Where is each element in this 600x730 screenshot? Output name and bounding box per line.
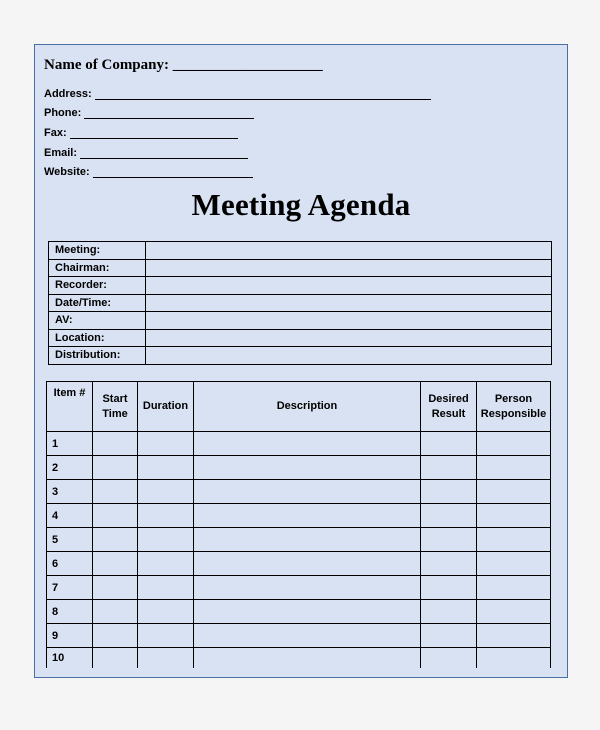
info-row-meeting — [49, 242, 552, 260]
phone-line-2 — [236, 107, 254, 119]
person-responsible-cell[interactable] — [477, 432, 551, 456]
info-label: Location: — [49, 329, 146, 347]
agenda-row — [47, 624, 551, 648]
description-cell[interactable] — [194, 552, 421, 576]
header-person-responsible-line1: Person — [494, 392, 533, 405]
fax-line — [70, 127, 238, 139]
desired-result-cell[interactable] — [421, 552, 477, 576]
agenda-form-sheet — [34, 44, 568, 678]
agenda-row — [47, 552, 551, 576]
description-cell[interactable] — [194, 624, 421, 648]
meeting-info-table — [48, 241, 552, 365]
agenda-row — [47, 576, 551, 600]
duration-cell[interactable] — [138, 552, 194, 576]
desired-result-cell[interactable] — [421, 648, 477, 669]
info-row-date-time — [49, 294, 552, 312]
item-number: 10 — [47, 648, 93, 669]
agenda-header-row — [47, 382, 551, 432]
info-label: AV: — [49, 312, 146, 330]
person-responsible-cell[interactable] — [477, 576, 551, 600]
person-responsible-cell[interactable] — [477, 480, 551, 504]
desired-result-cell[interactable] — [421, 456, 477, 480]
website-label: Website: — [44, 166, 90, 178]
address-label: Address: — [44, 88, 92, 100]
description-cell[interactable] — [194, 456, 421, 480]
info-value-cell[interactable] — [146, 329, 552, 347]
person-responsible-cell[interactable] — [477, 648, 551, 669]
start-time-cell[interactable] — [93, 456, 138, 480]
info-row-location — [49, 329, 552, 347]
start-time-cell[interactable] — [93, 648, 138, 669]
header-start-time-line2: Time — [102, 407, 128, 420]
header-desired-result — [421, 382, 477, 432]
fax-label: Fax: — [44, 127, 67, 139]
item-number: 2 — [47, 456, 93, 480]
address-line-2 — [255, 88, 431, 100]
item-number: 8 — [47, 600, 93, 624]
info-label: Meeting: — [49, 242, 146, 260]
description-cell[interactable] — [194, 432, 421, 456]
info-label: Chairman: — [49, 259, 146, 277]
website-field[interactable] — [44, 166, 253, 178]
desired-result-cell[interactable] — [421, 600, 477, 624]
email-label: Email: — [44, 147, 78, 159]
website-line — [93, 166, 253, 178]
description-cell[interactable] — [194, 528, 421, 552]
item-number: 4 — [47, 504, 93, 528]
agenda-row — [47, 480, 551, 504]
duration-cell[interactable] — [138, 480, 194, 504]
info-value-cell[interactable] — [146, 294, 552, 312]
person-responsible-cell[interactable] — [477, 552, 551, 576]
person-responsible-cell[interactable] — [477, 624, 551, 648]
agenda-row — [47, 432, 551, 456]
start-time-cell[interactable] — [93, 552, 138, 576]
item-number: 3 — [47, 480, 93, 504]
phone-line-1 — [84, 107, 236, 119]
person-responsible-cell[interactable] — [477, 456, 551, 480]
person-responsible-cell[interactable] — [477, 600, 551, 624]
agenda-row — [47, 600, 551, 624]
info-row-distribution — [49, 347, 552, 365]
page-title: Meeting Agenda — [191, 187, 411, 222]
header-desired-result-line1: Desired — [428, 392, 469, 405]
person-responsible-cell[interactable] — [477, 528, 551, 552]
item-number: 6 — [47, 552, 93, 576]
duration-cell[interactable] — [138, 504, 194, 528]
header-person-responsible — [477, 382, 551, 432]
header-description: Description — [194, 382, 421, 432]
description-cell[interactable] — [194, 648, 421, 669]
description-cell[interactable] — [194, 576, 421, 600]
company-name-blank: ____________________ — [172, 57, 323, 73]
email-line-1 — [80, 147, 90, 159]
description-cell[interactable] — [194, 504, 421, 528]
agenda-row — [47, 504, 551, 528]
phone-field[interactable] — [44, 107, 254, 119]
agenda-row — [47, 648, 551, 669]
person-responsible-cell[interactable] — [477, 504, 551, 528]
info-label: Date/Time: — [49, 294, 146, 312]
desired-result-cell[interactable] — [421, 624, 477, 648]
info-value-cell[interactable] — [146, 277, 552, 295]
item-number: 5 — [47, 528, 93, 552]
info-value-cell[interactable] — [146, 347, 552, 365]
header-person-responsible-line2: Responsible — [480, 407, 547, 420]
start-time-cell[interactable] — [93, 528, 138, 552]
duration-cell[interactable] — [138, 576, 194, 600]
duration-cell[interactable] — [138, 648, 194, 669]
duration-cell[interactable] — [138, 456, 194, 480]
desired-result-cell[interactable] — [421, 480, 477, 504]
header-desired-result-line2: Result — [431, 407, 466, 420]
duration-cell[interactable] — [138, 624, 194, 648]
address-field[interactable] — [44, 88, 431, 100]
description-cell[interactable] — [194, 600, 421, 624]
phone-label: Phone: — [44, 107, 82, 119]
agenda-items-table — [46, 381, 551, 668]
info-row-chairman — [49, 259, 552, 277]
duration-cell[interactable] — [138, 432, 194, 456]
item-number: 7 — [47, 576, 93, 600]
agenda-row — [47, 456, 551, 480]
company-name-field[interactable] — [44, 57, 323, 74]
item-number: 1 — [47, 432, 93, 456]
header-start-time — [93, 382, 138, 432]
info-value-cell[interactable] — [146, 259, 552, 277]
email-field[interactable] — [44, 147, 248, 159]
desired-result-cell[interactable] — [421, 528, 477, 552]
info-row-av — [49, 312, 552, 330]
email-line-2 — [90, 147, 248, 159]
item-number: 9 — [47, 624, 93, 648]
header-start-time-line1: Start — [102, 392, 128, 405]
header-duration: Duration — [138, 382, 194, 432]
info-value-cell[interactable] — [146, 242, 552, 260]
start-time-cell[interactable] — [93, 576, 138, 600]
info-label: Distribution: — [49, 347, 146, 365]
info-row-recorder — [49, 277, 552, 295]
info-label: Recorder: — [49, 277, 146, 295]
company-name-label: Name of Company: — [44, 57, 169, 73]
start-time-cell[interactable] — [93, 480, 138, 504]
duration-cell[interactable] — [138, 600, 194, 624]
info-value-cell[interactable] — [146, 312, 552, 330]
address-line-1 — [95, 88, 255, 100]
desired-result-cell[interactable] — [421, 576, 477, 600]
start-time-cell[interactable] — [93, 624, 138, 648]
start-time-cell[interactable] — [93, 432, 138, 456]
agenda-row — [47, 528, 551, 552]
desired-result-cell[interactable] — [421, 504, 477, 528]
duration-cell[interactable] — [138, 528, 194, 552]
desired-result-cell[interactable] — [421, 432, 477, 456]
description-cell[interactable] — [194, 480, 421, 504]
start-time-cell[interactable] — [93, 504, 138, 528]
start-time-cell[interactable] — [93, 600, 138, 624]
header-item-number: Item # — [47, 382, 93, 432]
fax-field[interactable] — [44, 127, 238, 139]
